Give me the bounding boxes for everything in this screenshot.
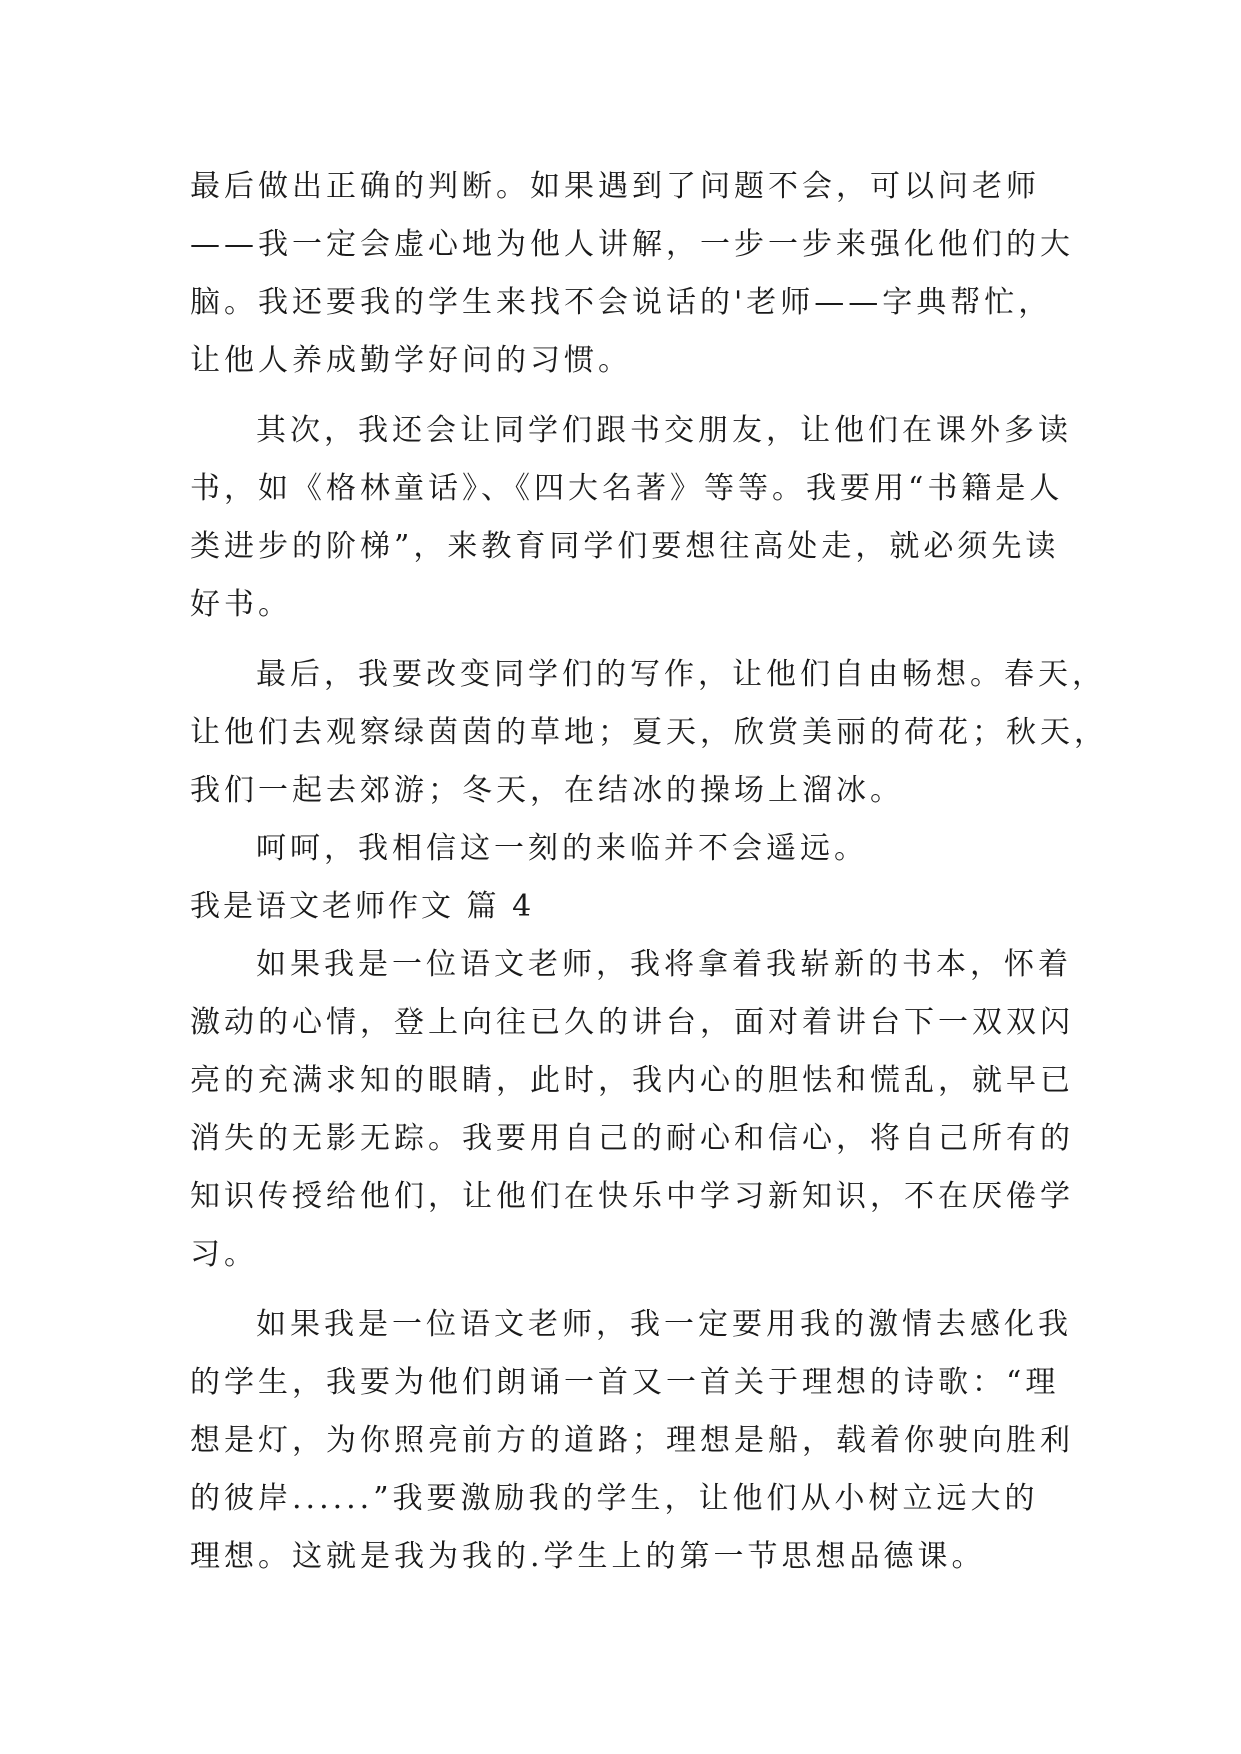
paragraph-gap bbox=[190, 634, 1052, 646]
text-line: 我们一起去郊游；冬天，在结冰的操场上溜冰。 bbox=[190, 773, 904, 808]
text-line: 其次，我还会让同学们跟书交朋友，让他们在课外多读 bbox=[256, 413, 1072, 448]
text-line: 最后做出正确的判断。如果遇到了问题不会，可以问老师 bbox=[190, 169, 1040, 204]
paragraph-gap bbox=[190, 390, 1052, 402]
text-line: 想是灯，为你照亮前方的道路；理想是船，载着你驶向胜利 bbox=[190, 1423, 1074, 1458]
text-line: 的彼岸......”我要激励我的学生，让他们从小树立远大的 bbox=[190, 1481, 1039, 1516]
text-line: 消失的无影无踪。我要用自己的耐心和信心，将自己所有的 bbox=[190, 1121, 1074, 1156]
text-line: 亮的充满求知的眼睛，此时，我内心的胆怯和慌乱，就早已 bbox=[190, 1063, 1074, 1098]
text-line: 呵呵，我相信这一刻的来临并不会遥远。 bbox=[256, 831, 868, 866]
text-line: 让他们去观察绿茵茵的草地；夏天，欣赏美丽的荷花；秋天， bbox=[190, 715, 1108, 750]
text-line: 激动的心情，登上向往已久的讲台，面对着讲台下一双双闪 bbox=[190, 1005, 1074, 1040]
text-line: 最后，我要改变同学们的写作，让他们自由畅想。春天， bbox=[256, 657, 1106, 692]
text-line: 理想。这就是我为我的.学生上的第一节思想品德课。 bbox=[190, 1539, 986, 1574]
text-line: 书，如《格林童话》、《四大名著》等等。我要用“书籍是人 bbox=[190, 471, 1064, 506]
text-line: 如果我是一位语文老师，我将拿着我崭新的书本，怀着 bbox=[256, 947, 1072, 982]
section-heading bbox=[190, 878, 1052, 936]
text-line: ——我一定会虚心地为他人讲解，一步一步来强化他们的大 bbox=[190, 227, 1074, 262]
text-line: 知识传授给他们，让他们在快乐中学习新知识，不在厌倦学 bbox=[190, 1179, 1074, 1214]
paragraph-gap bbox=[190, 1284, 1052, 1296]
paragraph bbox=[190, 1296, 1074, 1586]
text-line: 习。 bbox=[190, 1237, 258, 1272]
paragraph bbox=[190, 936, 1074, 1284]
text-line: 脑。我还要我的学生来找不会说话的'老师——字典帮忙， bbox=[190, 285, 1053, 320]
paragraph bbox=[190, 646, 1108, 820]
paragraph bbox=[190, 820, 1052, 878]
paragraph bbox=[190, 402, 1072, 634]
paragraph bbox=[190, 158, 1074, 390]
text-line: 让他人养成勤学好问的习惯。 bbox=[190, 343, 632, 378]
section-heading-text: 我是语文老师作文 篇 4 bbox=[190, 889, 535, 924]
text-line: 的学生，我要为他们朗诵一首又一首关于理想的诗歌：“理 bbox=[190, 1365, 1060, 1400]
document-body bbox=[190, 158, 1108, 1586]
text-line: 类进步的阶梯”，来教育同学们要想往高处走，就必须先读 bbox=[190, 529, 1060, 564]
text-line: 如果我是一位语文老师，我一定要用我的激情去感化我 bbox=[256, 1307, 1072, 1342]
text-line: 好书。 bbox=[190, 587, 292, 622]
